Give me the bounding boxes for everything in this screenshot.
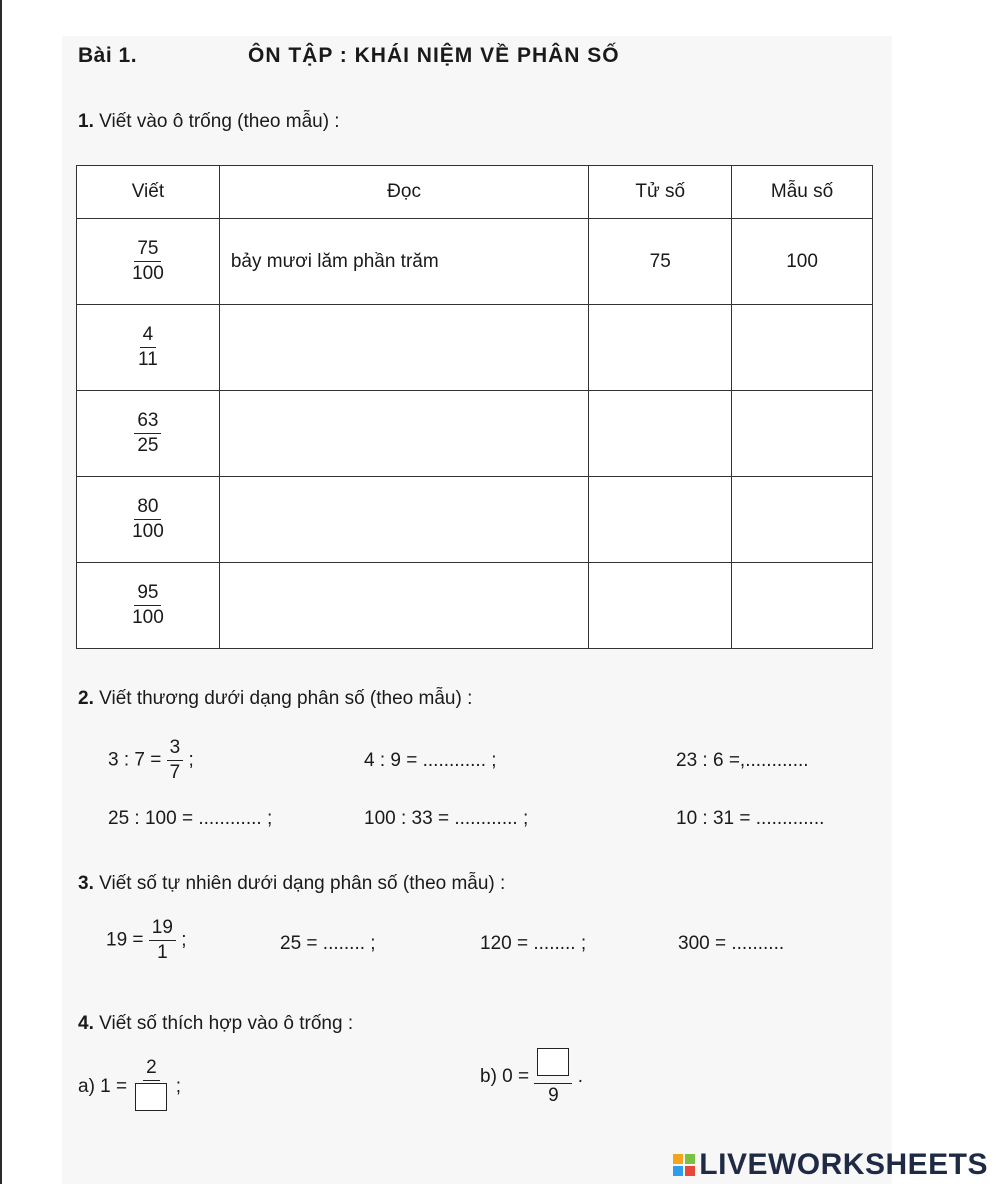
q2-item-answer[interactable]: 4 : 9 = ............ ;: [364, 750, 497, 771]
fraction-cell: [77, 305, 220, 391]
fraction: [129, 583, 167, 628]
fraction: [534, 1048, 572, 1106]
logo-square: [673, 1154, 683, 1164]
fraction-cell: [77, 563, 220, 649]
denominator-answer-cell[interactable]: [732, 563, 873, 649]
reading-answer-cell[interactable]: [219, 391, 589, 477]
fraction-numerator: 75: [134, 239, 161, 262]
question-4-instruction: [78, 1013, 353, 1035]
fraction-table: [76, 165, 873, 649]
fraction: [129, 239, 167, 284]
denominator-answer-cell[interactable]: [732, 477, 873, 563]
liveworksheets-brand: [673, 1148, 988, 1182]
denominator-answer-cell[interactable]: [732, 305, 873, 391]
column-header-read: Đọc: [219, 166, 589, 219]
q2-item-answer[interactable]: 100 : 33 = ............ ;: [364, 808, 529, 829]
q2-item-answer[interactable]: 25 : 100 = ............ ;: [108, 808, 273, 829]
question-3-text: Viết số tự nhiên dưới dạng phân số (theo mẫu) :: [99, 873, 506, 894]
reading-cell: bảy mươi lăm phần trăm: [219, 219, 589, 305]
table-row: [77, 477, 873, 563]
q2-example: [108, 738, 194, 783]
question-1-text: Viết vào ô trống (theo mẫu) :: [99, 111, 340, 132]
q4-part-b: [480, 1048, 583, 1106]
q4b-end: .: [577, 1065, 583, 1087]
fraction: [135, 325, 161, 370]
fraction-numerator: 80: [134, 497, 161, 520]
question-1-number: 1.: [78, 111, 94, 132]
question-1-instruction: [78, 111, 340, 133]
fraction: [134, 411, 161, 456]
question-2-text: Viết thương dưới dạng phân số (theo mẫu) :: [99, 688, 473, 709]
table-header-row: [77, 166, 873, 219]
denominator-answer-cell[interactable]: [732, 391, 873, 477]
fraction-denominator: 100: [132, 263, 164, 284]
answer-box-numerator[interactable]: [534, 1048, 572, 1084]
question-4-number: 4.: [78, 1013, 94, 1034]
q4a-end: ;: [175, 1075, 181, 1097]
q2-example-end: ;: [188, 749, 194, 771]
q4a-lhs: a) 1 =: [78, 1075, 128, 1097]
q2-item-answer[interactable]: 23 : 6 =,............: [676, 750, 809, 771]
q4-part-a: [78, 1058, 181, 1116]
fraction-cell: [77, 219, 220, 305]
q3-example: [106, 918, 187, 963]
fraction: [129, 497, 167, 542]
question-2-instruction: [78, 688, 472, 710]
table-row: [77, 219, 873, 305]
fraction: [132, 1058, 170, 1116]
lesson-number: Bài 1.: [78, 44, 138, 67]
fraction-cell: [77, 391, 220, 477]
fraction-denominator: 9: [548, 1084, 559, 1106]
fraction-numerator: 4: [140, 325, 157, 348]
lesson-title: ÔN TẬP : KHÁI NIỆM VỀ PHÂN SỐ: [248, 44, 620, 67]
numerator-answer-cell[interactable]: [589, 305, 732, 391]
q3-item-answer[interactable]: 120 = ........ ;: [480, 933, 587, 954]
numerator-answer-cell[interactable]: [589, 563, 732, 649]
reading-answer-cell[interactable]: [219, 563, 589, 649]
logo-square: [673, 1166, 683, 1176]
numerator-answer-cell[interactable]: [589, 477, 732, 563]
q3-example-end: ;: [181, 929, 187, 951]
q3-item-answer[interactable]: 25 = ........ ;: [280, 933, 376, 954]
logo-square: [685, 1166, 695, 1176]
fraction-numerator: 19: [149, 918, 176, 941]
fraction-denominator: 11: [138, 349, 158, 370]
numerator-cell: 75: [589, 219, 732, 305]
fraction-numerator: 2: [143, 1058, 160, 1081]
fraction: [149, 918, 176, 963]
column-header-write: Viết: [77, 166, 220, 219]
fraction: [167, 738, 184, 783]
question-3-instruction: [78, 873, 505, 895]
fraction-numerator: 95: [134, 583, 161, 606]
page-edge: [0, 0, 2, 1184]
q3-example-lhs: 19 =: [106, 929, 144, 951]
column-header-denominator: Mẫu số: [732, 166, 873, 219]
question-4-text: Viết số thích hợp vào ô trống :: [99, 1013, 354, 1034]
table-row: [77, 391, 873, 477]
question-3-number: 3.: [78, 873, 94, 894]
fraction-denominator: 100: [132, 607, 164, 628]
q4b-lhs: b) 0 =: [480, 1065, 530, 1087]
q3-item-answer[interactable]: 300 = ..........: [678, 933, 785, 954]
reading-answer-cell[interactable]: [219, 477, 589, 563]
liveworksheets-logo-icon: [673, 1154, 695, 1176]
fraction-denominator: 7: [169, 761, 181, 783]
q2-item-answer[interactable]: 10 : 31 = .............: [676, 808, 825, 829]
fraction-denominator: 1: [157, 941, 168, 963]
fraction-numerator: 63: [134, 411, 161, 434]
answer-box-denominator[interactable]: [132, 1081, 170, 1116]
table-row: [77, 305, 873, 391]
brand-text: LIVEWORKSHEETS: [699, 1148, 988, 1181]
fraction-numerator: 3: [167, 738, 184, 761]
table-row: [77, 563, 873, 649]
reading-answer-cell[interactable]: [219, 305, 589, 391]
fraction-denominator: 100: [132, 521, 164, 542]
q2-example-lhs: 3 : 7 =: [108, 749, 162, 771]
question-2-number: 2.: [78, 688, 94, 709]
column-header-numerator: Tử số: [589, 166, 732, 219]
logo-square: [685, 1154, 695, 1164]
fraction-denominator: 25: [137, 435, 159, 456]
numerator-answer-cell[interactable]: [589, 391, 732, 477]
fraction-cell: [77, 477, 220, 563]
denominator-cell: 100: [732, 219, 873, 305]
